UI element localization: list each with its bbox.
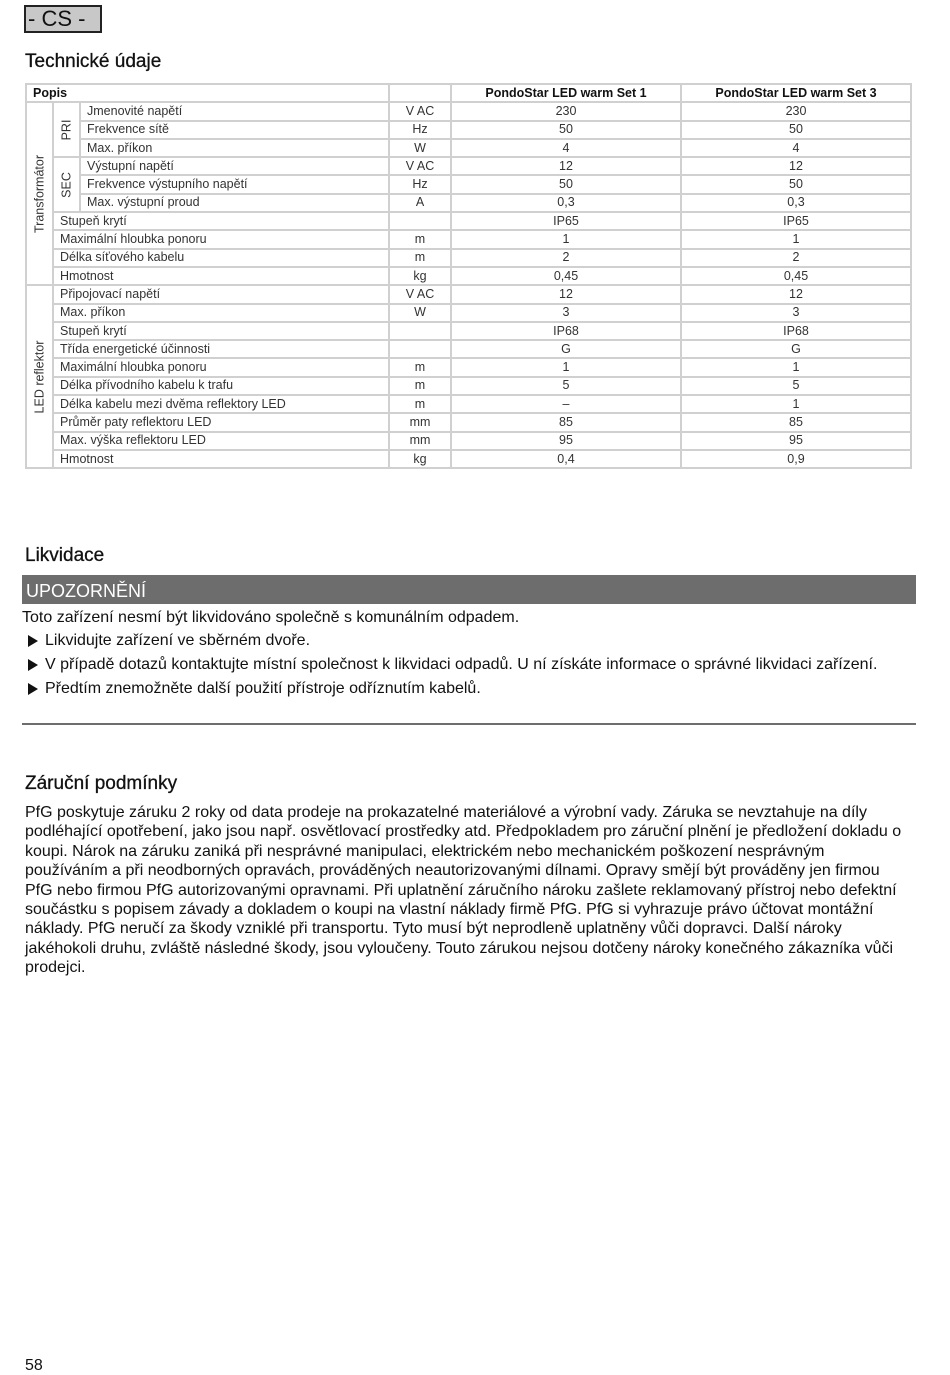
row-value-set1: 50 (451, 175, 681, 193)
row-unit: V AC (389, 102, 451, 120)
row-unit: mm (389, 432, 451, 450)
row-unit: m (389, 249, 451, 267)
row-value-set1: 95 (451, 432, 681, 450)
group-pri-label: PRI (59, 119, 73, 141)
list-item-text: Předtím znemožněte další použití přístroje odříznutím kabelů. (45, 680, 481, 697)
technical-data-table (25, 83, 912, 469)
bullet-arrow-icon (28, 635, 38, 647)
row-value-set1: 3 (451, 304, 681, 322)
group-led-reflector-label: LED reflektor (32, 340, 46, 414)
group-sec (53, 157, 80, 212)
table-row (26, 304, 911, 322)
row-unit (389, 340, 451, 358)
page-number: 58 (25, 1357, 43, 1374)
row-value-set1: 0,3 (451, 194, 681, 212)
table-row (26, 450, 911, 468)
row-unit: m (389, 377, 451, 395)
row-value-set1: 12 (451, 285, 681, 303)
row-value-set3: 1 (681, 395, 911, 413)
row-label: Stupeň krytí (53, 322, 389, 340)
warning-content (22, 608, 916, 703)
row-label: Frekvence výstupního napětí (80, 175, 389, 193)
table-row (26, 285, 911, 303)
table-row (26, 157, 911, 175)
row-value-set3: 1 (681, 230, 911, 248)
row-value-set3: 4 (681, 139, 911, 157)
row-unit: mm (389, 413, 451, 431)
row-value-set3: 12 (681, 157, 911, 175)
row-label: Stupeň krytí (53, 212, 389, 230)
warranty-text: PfG poskytuje záruku 2 roky od data prodeje na prokazatelné materiálové a výrobní vady. Záruka se nevztahuje na díly podléhající opotřebení, jako jsou např. osvětlovací prostředky atd. Předpokladem pro záruční plnění je předložení dokladu o koupi. Nárok na záruku zaniká při nesprávné manipulaci, elektrickém nebo mechanickém poškození nesprávným používáním a při neodborných opravách, prováděných neautorizovanými dílnami. Opravy smějí být prováděny jen firmou PfG nebo firmou PfG autorizovanými opravnami. Při uplatnění záručního nároku zašlete reklamovaný přístroj nebo defektní součástku s popisem závady a dokladem o koupi na vlastní náklady firmě PfG. PfG si vyhrazuje právo účtovat montážní náklady. PfG neručí za škody vzniklé při transportu. Tyto musí být neprodleně uplatněny vůči dopravci. Další nároky jakéhokoli druhu, zvláště následné škody, jsou vyloučeny. Touto zárukou nejsou dotčeny nároky konečného zákazníka vůči prodejci. (25, 804, 902, 977)
row-value-set1: 2 (451, 249, 681, 267)
table-row (26, 267, 911, 285)
disposal-heading: Likvidace (25, 545, 105, 566)
row-label: Délka kabelu mezi dvěma reflektory LED (53, 395, 389, 413)
row-value-set1: IP68 (451, 322, 681, 340)
row-value-set1: 230 (451, 102, 681, 120)
row-value-set3: 1 (681, 358, 911, 376)
row-unit: kg (389, 267, 451, 285)
row-value-set1: IP65 (451, 212, 681, 230)
group-pri (53, 102, 80, 157)
row-label: Frekvence sítě (80, 121, 389, 139)
row-unit: m (389, 230, 451, 248)
row-label: Max. příkon (80, 139, 389, 157)
row-label: Maximální hloubka ponoru (53, 230, 389, 248)
row-unit: V AC (389, 157, 451, 175)
row-value-set3: 3 (681, 304, 911, 322)
warning-intro: Toto zařízení nesmí být likvidováno společně s komunálním odpadem. (22, 609, 520, 626)
warranty-heading: Záruční podmínky (25, 773, 178, 794)
table-row (26, 230, 911, 248)
list-item-text: Likvidujte zařízení ve sběrném dvoře. (45, 632, 311, 649)
row-label: Maximální hloubka ponoru (53, 358, 389, 376)
row-value-set1: 4 (451, 139, 681, 157)
row-value-set1: 1 (451, 358, 681, 376)
row-value-set3: 2 (681, 249, 911, 267)
row-unit: A (389, 194, 451, 212)
row-unit: W (389, 304, 451, 322)
table-header-row (26, 84, 911, 102)
row-unit: W (389, 139, 451, 157)
table-row (26, 121, 911, 139)
list-item (22, 679, 916, 699)
row-value-set3: 50 (681, 175, 911, 193)
row-value-set3: 0,9 (681, 450, 911, 468)
row-value-set3: G (681, 340, 911, 358)
row-unit (389, 212, 451, 230)
group-transformer-label: Transformátor (32, 154, 46, 233)
table-row (26, 175, 911, 193)
row-unit (389, 322, 451, 340)
row-label: Připojovací napětí (53, 285, 389, 303)
row-value-set1: G (451, 340, 681, 358)
bullet-arrow-icon (28, 659, 38, 671)
language-tag: - CS - (24, 5, 102, 33)
header-set1: PondoStar LED warm Set 1 (451, 84, 681, 102)
row-value-set1: – (451, 395, 681, 413)
row-value-set3: 50 (681, 121, 911, 139)
row-label: Hmotnost (53, 450, 389, 468)
header-popis: Popis (26, 84, 389, 102)
table-row (26, 413, 911, 431)
row-value-set3: 230 (681, 102, 911, 120)
table-row (26, 395, 911, 413)
table-row (26, 212, 911, 230)
row-value-set1: 12 (451, 157, 681, 175)
group-led-reflector (26, 285, 53, 468)
table-row (26, 194, 911, 212)
row-unit: m (389, 358, 451, 376)
header-unit (389, 84, 451, 102)
row-value-set1: 1 (451, 230, 681, 248)
row-label: Jmenovité napětí (80, 102, 389, 120)
row-value-set3: 0,3 (681, 194, 911, 212)
table-row (26, 249, 911, 267)
bullet-arrow-icon (28, 683, 38, 695)
header-set3: PondoStar LED warm Set 3 (681, 84, 911, 102)
row-label: Max. výstupní proud (80, 194, 389, 212)
table-row (26, 358, 911, 376)
table-row (26, 340, 911, 358)
row-value-set1: 0,45 (451, 267, 681, 285)
row-label: Max. příkon (53, 304, 389, 322)
row-value-set3: IP68 (681, 322, 911, 340)
table-row (26, 432, 911, 450)
row-value-set1: 5 (451, 377, 681, 395)
row-value-set1: 0,4 (451, 450, 681, 468)
row-label: Hmotnost (53, 267, 389, 285)
row-value-set3: 95 (681, 432, 911, 450)
table-row (26, 322, 911, 340)
table-row (26, 139, 911, 157)
group-sec-label: SEC (59, 171, 73, 198)
warning-bar: UPOZORNĚNÍ (22, 575, 916, 604)
row-label: Délka síťového kabelu (53, 249, 389, 267)
row-unit: Hz (389, 121, 451, 139)
row-unit: kg (389, 450, 451, 468)
table-row (26, 102, 911, 120)
row-value-set3: 5 (681, 377, 911, 395)
row-value-set3: 85 (681, 413, 911, 431)
row-unit: V AC (389, 285, 451, 303)
disposal-instructions (22, 631, 916, 699)
row-value-set3: IP65 (681, 212, 911, 230)
group-transformer (26, 102, 53, 285)
row-label: Max. výška reflektoru LED (53, 432, 389, 450)
row-unit: m (389, 395, 451, 413)
row-value-set3: 0,45 (681, 267, 911, 285)
technical-data-heading: Technické údaje (25, 51, 162, 72)
row-label: Třída energetické účinnosti (53, 340, 389, 358)
row-value-set3: 12 (681, 285, 911, 303)
row-value-set1: 85 (451, 413, 681, 431)
list-item (22, 631, 916, 651)
list-item-text: V případě dotazů kontaktujte místní společnost k likvidaci odpadů. U ní získáte informace o správné likvidaci zařízení. (45, 656, 878, 673)
row-unit: Hz (389, 175, 451, 193)
row-label: Délka přívodního kabelu k trafu (53, 377, 389, 395)
list-item (22, 655, 916, 675)
warning-divider (22, 723, 916, 725)
row-value-set1: 50 (451, 121, 681, 139)
row-label: Výstupní napětí (80, 157, 389, 175)
row-label: Průměr paty reflektoru LED (53, 413, 389, 431)
table-row (26, 377, 911, 395)
